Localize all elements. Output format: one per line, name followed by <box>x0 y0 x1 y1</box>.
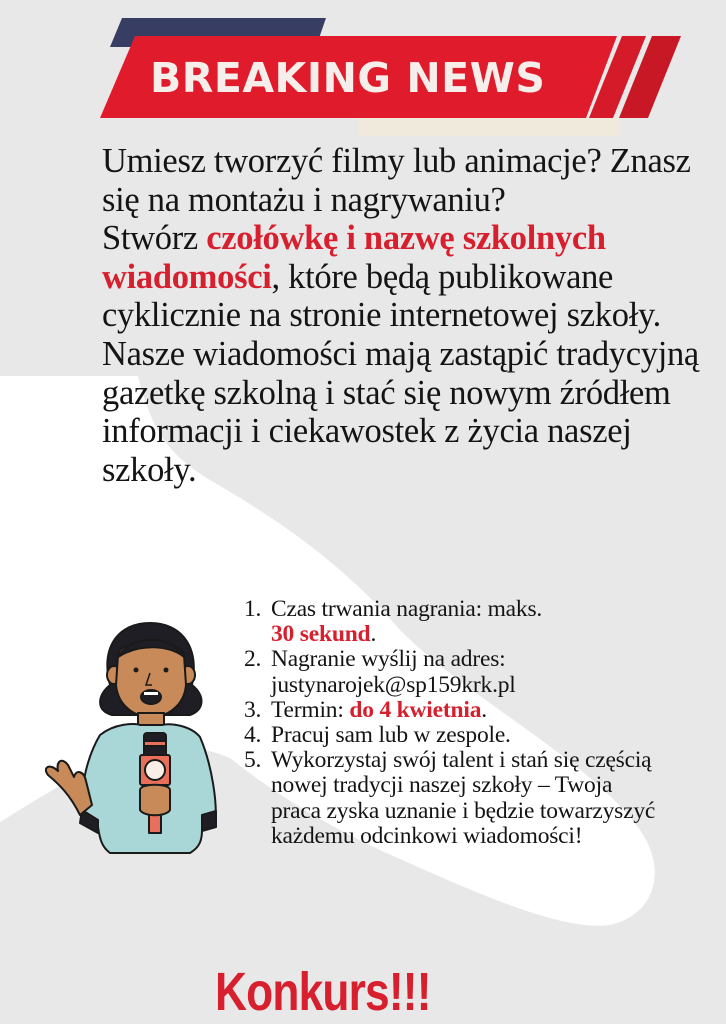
intro-text <box>102 142 702 489</box>
rule-item-5 <box>244 748 684 849</box>
intro-paragraph-2 <box>102 219 702 335</box>
intro-paragraph-1: Umiesz tworzyć filmy lub animacje? Znasz się na montażu i nagrywaniu? <box>102 142 691 219</box>
rule-item-1 <box>244 597 684 647</box>
rule-number: 3. <box>244 696 262 723</box>
breaking-news-title: BREAKING NEWS <box>150 54 546 102</box>
rule-number: 1. <box>244 596 262 622</box>
intro-highlight: czołówkę i nazwę szkolnych wiadomości <box>102 219 606 296</box>
rule-text <box>271 597 684 647</box>
rule-highlight-deadline: do 4 kwietnia <box>349 696 482 723</box>
cream-strip <box>358 118 620 136</box>
intro-p2-end: , które będą publikowane cyklicznie na stronie internetowej szkoły. <box>102 257 662 335</box>
rule-item-2 <box>244 647 684 697</box>
rule-text: Wykorzystaj swój talent i stań się częścią nowej tradycji naszej szkoły – Twoja praca zyska uznanie i będzie towarzyszyć każdemu odcinkowi wiadomości! <box>271 747 656 849</box>
rule-highlight-duration: 30 sekund <box>271 621 371 648</box>
rule-text: Pracuj sam lub w zespole. <box>271 722 511 749</box>
rule-text-main: Termin: <box>271 696 350 723</box>
rule-number: 2. <box>244 646 262 673</box>
rule-item-3 <box>244 698 684 723</box>
intro-paragraph-3: Nasze wiadomości mają zastąpić tradycyjną gazetkę szkolną i stać się nowym źródłem informacji i ciekawostek z życia naszej szkoły. <box>102 334 699 489</box>
rule-text-after: . <box>481 696 487 723</box>
rule-text-after: . <box>370 621 377 648</box>
rule-number: 4. <box>244 722 262 749</box>
rule-item-4 <box>244 723 684 748</box>
intro-p2-start: Stwórz <box>102 219 207 258</box>
rule-text-main: Czas trwania nagrania: maks. <box>271 596 543 622</box>
news-reporter-with-microphone-icon <box>40 615 240 855</box>
rule-number: 5. <box>244 747 262 774</box>
rule-text-email: Nagranie wyślij na adres: justynarojek@sp159krk.pl <box>271 646 516 698</box>
rule-text <box>271 698 684 723</box>
contest-rules-list <box>244 597 684 849</box>
konkurs-title: Konkurs!!! <box>215 962 431 1022</box>
